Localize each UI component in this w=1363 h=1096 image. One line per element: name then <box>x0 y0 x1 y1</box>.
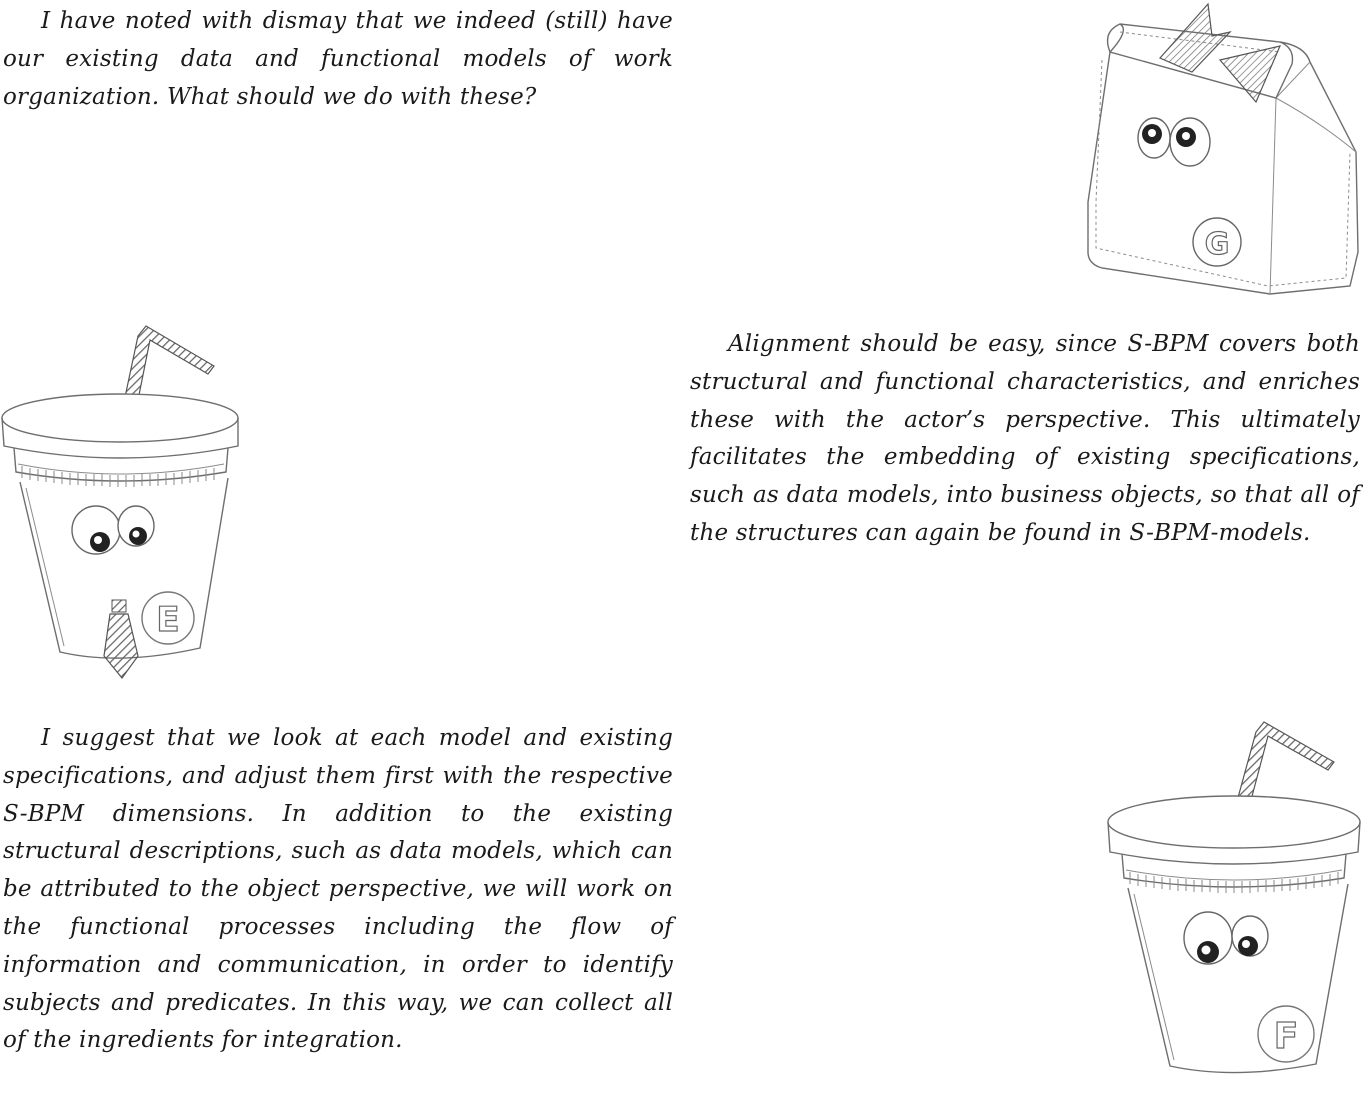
speech-text-e: Alignment should be easy, since S-BPM covers both structural and functional characteristics, and enriches these with the actor’s perspective. This ultimately facilitates the embedding of existing specifications, such as data models, into business objects, so that all of the structures can again be found in S-BPM-models. <box>690 331 1360 546</box>
badge-f-label: F <box>1273 1016 1299 1057</box>
speech-text-g: I have noted with dismay that we indeed (still) have our existing data and functional models of work organization. What should we do with these? <box>3 8 673 110</box>
paper-bag-character-icon <box>1080 2 1362 294</box>
badge-e-label: E <box>156 600 180 640</box>
cup-character-f-icon <box>1104 718 1363 1080</box>
cup-character-e-icon <box>0 322 245 682</box>
speech-text-f: I suggest that we look at each model and existing specifications, and adjust them first with the respective S-BPM dimensions. In addition to the existing structural descriptions, such as data models, which can be attributed to the object perspective, we will work on the functional processes including the flow of information and communication, in order to identify subjects and predicates. In this way, we can collect all of the ingredients for integration. <box>3 725 673 1054</box>
badge-g-label: G <box>1204 227 1230 262</box>
